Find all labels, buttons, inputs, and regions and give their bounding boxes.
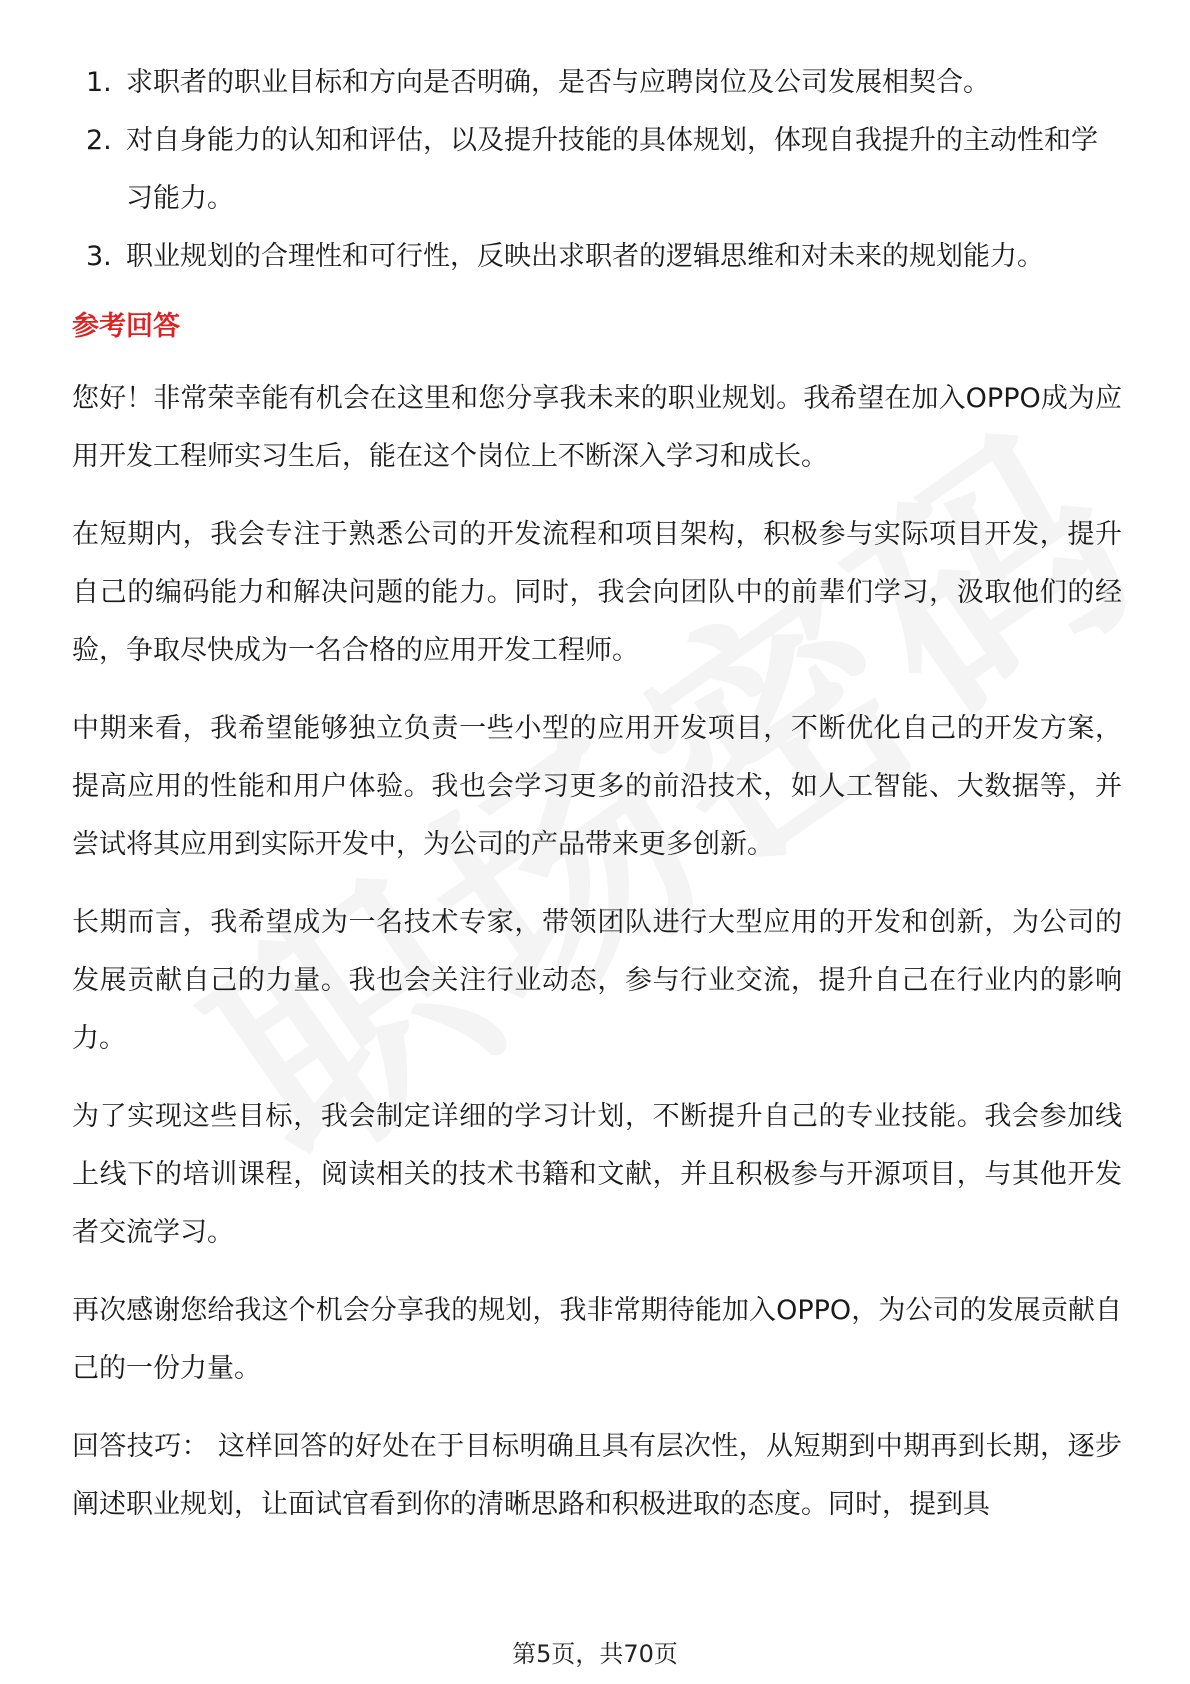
- answer-paragraph: 长期而言，我希望成为一名技术专家，带领团队进行大型应用的开发和创新，为公司的发展贡献自己的力量。我也会关注行业动态，参与行业交流，提升自己在行业内的影响力。: [72, 907, 1122, 1054]
- document-content: [72, 54, 1122, 1534]
- answer-paragraph: 中期来看，我希望能够独立负责一些小型的应用开发项目，不断优化自己的开发方案，提高应用的性能和用户体验。我也会学习更多的前沿技术，如人工智能、大数据等，并尝试将其应用到实际开发中，为公司的产品带来更多创新。: [72, 713, 1122, 860]
- page-number: 第5页，共70页: [512, 1640, 678, 1668]
- criteria-number: 3.: [86, 241, 112, 272]
- criteria-item: [72, 228, 1122, 286]
- section-heading: 参考回答: [72, 311, 180, 342]
- evaluation-criteria-list: [72, 54, 1122, 286]
- tips-paragraph: 回答技巧： 这样回答的好处在于目标明确且具有层次性，从短期到中期再到长期，逐步阐述职业规划，让面试官看到你的清晰思路和积极进取的态度。同时，提到具: [72, 1431, 1122, 1520]
- answer-paragraph: 再次感谢您给我这个机会分享我的规划，我非常期待能加入OPPO，为公司的发展贡献自己的一份力量。: [72, 1295, 1122, 1384]
- criteria-text: 对自身能力的认知和评估，以及提升技能的具体规划，体现自我提升的主动性和学习能力。: [126, 125, 1098, 214]
- criteria-item: [72, 112, 1122, 228]
- answer-paragraph: 为了实现这些目标，我会制定详细的学习计划，不断提升自己的专业技能。我会参加线上线下的培训课程，阅读相关的技术书籍和文献，并且积极参与开源项目，与其他开发者交流学习。: [72, 1101, 1122, 1248]
- criteria-text: 职业规划的合理性和可行性，反映出求职者的逻辑思维和对未来的规划能力。: [126, 241, 1044, 272]
- criteria-number: 1.: [86, 67, 112, 98]
- criteria-number: 2.: [86, 125, 112, 156]
- answer-paragraph: 在短期内，我会专注于熟悉公司的开发流程和项目架构，积极参与实际项目开发，提升自己的编码能力和解决问题的能力。同时，我会向团队中的前辈们学习，汲取他们的经验，争取尽快成为一名合格的应用开发工程师。: [72, 519, 1122, 666]
- criteria-text: 求职者的职业目标和方向是否明确，是否与应聘岗位及公司发展相契合。: [126, 67, 990, 98]
- criteria-item: [72, 54, 1122, 112]
- answer-paragraph: 您好！非常荣幸能有机会在这里和您分享我未来的职业规划。我希望在加入OPPO成为应用开发工程师实习生后，能在这个岗位上不断深入学习和成长。: [72, 383, 1122, 472]
